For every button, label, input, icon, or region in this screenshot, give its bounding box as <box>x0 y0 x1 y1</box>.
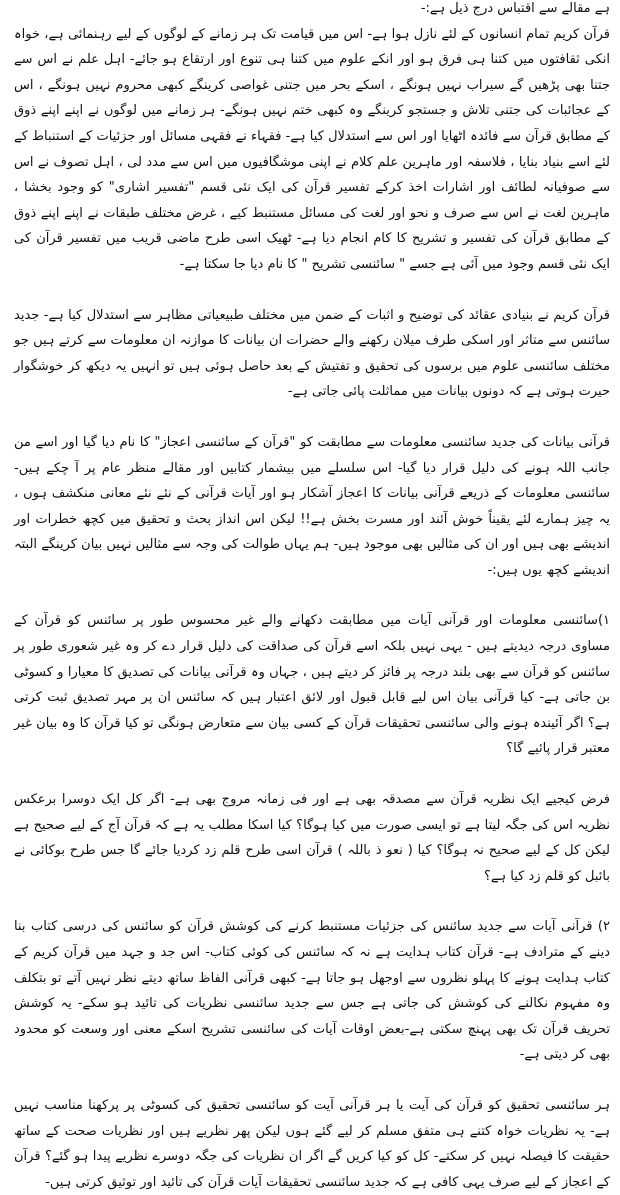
article-body <box>14 0 610 1195</box>
paragraph-concern-one: ۱)سائنسی معلومات اور قرآنی آیات میں مطابقت دکھانے والے غیر محسوس طور پر سائنس کو قرآن کے مساوی درجہ دیدیتے ہیں - یہی نہیں بلکہ اسے قرآن کی صداقت کی دلیل قرار دے کر وہ غیر شعوری طور پر سائنس کو قرآن سے بھی بلند درجہ پر فائز کر دیتے ہیں ، جہاں وہ قرآنی بیانات کی تصدیق کا معیارا و کسوٹی بن جاتی ہے- کیا قرآنی بیان اس لیے قابل قبول اور لائق اعتبار ہیں کہ سائنس ان پر مہر تصدیق ثبت کرتی ہے؟ اگر آئیندہ ہونے والی سائنسی تحقیقات قرآن کے کسی بیان سے متعارض ہونگی تو کیا قرآن کا وہ بیان غیر معتبر قرار پائیے گا؟ <box>14 613 610 757</box>
paragraph-concern-two: ۲) قرآنی آیات سے جدید سائنس کی جزئیات مستنبط کرنے کی کوشش قرآن کو سائنس کی درسی کتاب بنا دینے کے مترادف ہے- قرآن کتاب ہدایت ہے نہ کہ سائنس کی کوئی کتاب- اس جد و جہد میں قرآن کریم کے کتاب ہدایت ہونے کا پہلو نظروں سے اوجھل ہو جاتا ہے- کبھی قرآنی الفاظ ساتھ دیتے نظر نہیں آتے تو بتکلف وہ مفہوم نکالنے کی کوشش کی جاتی ہے جس سے جدید سائنسی نظریات کی تائید ہو سکے- یہ کوشش تحریف قرآن تک بھی پہنچ سکتی ہے-بعض اوقات آیات کی سائنسی تشریح اسکے معنی اور وسعت کو محدود بھی کر دیتی ہے- <box>14 919 610 1063</box>
paragraph-gap <box>14 278 610 303</box>
intro-line: ہے مقالے سے اقتباس درج ذیل ہے:- <box>420 1 610 16</box>
paragraph-quran-for-all-mankind: قرآن کریم تمام انسانوں کے لئے نازل ہوا ہے- اس میں قیامت تک ہر زمانے کے لوگوں کے لیے رہنمائی ہے، خواہ انکی ثقافتوں میں کتنا ہی فرق ہو اور انکے علوم میں کتنا ہی تنوع اور ارتقاع ہو جائے- اہل علم نے اس سے جتنا بھی پڑھیں گے سیراب نہیں ہونگے ، اسکے بحر میں جتنی غواصی کرینگے کبھی محروم نہیں ہونگے ، اس کے عجائبات کی جتنی تلاش و جستجو کرینگے وہ کبھی ختم نہیں ہونگے- ہر زمانے میں لوگوں نے اپنے اپنے ذوق کے مطابق قرآن سے فائدہ اٹھایا اور اس سے استدلال کیا ہے- فقہاء نے فقہی مسائل اور جزئیات کے استنباط کے لئے اسے بنیاد بنایا ، فلاسفہ اور ماہرین علم کلام نے اپنی موشگافیوں میں اس سے مدد لی ، اہل تصوف نے اس سے صوفیانہ لطائف اور اشارات اخذ کرکے تفسیر قرآن کی ایک نئی قسم "تفسیر اشاری" کو وجود بخشا ، ماہرین لغت نے اس سے صرف و نحو اور لغت کی مسائل مستنبط کیے ، غرض مختلف طبقات نے اپنے اپنے ذوق کے مطابق قرآن کی تفسیر و تشریح کا کام انجام دیا ہے- ٹھیک اسی طرح ماضی قریب میں تفسیر قرآن کی ایک نئی قسم وجود میں آئی ہے جسے " سائنسی تشریح " کا نام دیا جا سکتا ہے- <box>14 26 610 272</box>
paragraph-gap <box>14 405 610 430</box>
paragraph-gap <box>14 1068 610 1093</box>
paragraph-scientific-miracle: قرآنی بیانات کی جدید سائنسی معلومات سے مطابقت کو "قرآن کے سائنسی اعجاز" کا نام دیا گیا اور اسے من جانب اللہ ہونے کی دلیل قرار دیا گیا- اس سلسلے میں بیشمار کتابیں اور مقالے منظر عام پر آ چکے ہیں- سائنسی معلومات کے ذریعے قرآنی بیانات کا اعجاز آشکار ہو اور آیات قرآنی کے نئے نئے معانی منکشف ہوں ، یہ چیز ہمارے لئے یقیناً خوش آئند اور مسرت بخش ہے!! لیکن اس انداز بحث و تحقیق میں کچھ خطرات اور اندیشے بھی ہیں اور ان کی مثالیں بھی موجود ہیں- ہم یہاں طوالت کی وجہ سے مثالیں نہیں بیان کرینگے البتہ اندیشے کچھ یوں ہیں:- <box>14 434 610 578</box>
paragraph-conclusion: ہر سائنسی تحقیق کو قرآن کی آیت یا ہر قرآنی آیت کو سائنسی تحقیق کی کسوٹی پر پرکھنا مناسب نہیں ہے- یہ نظریات خواہ کتنے ہی متفق مسلم کر لیے گئے ہوں لیکن پھر نظریے ہیں اور نظریات صحت کے ساتھ حقیقت کا فیصلہ نہیں کر سکتے- کل کو کیا کریں گے اگر ان نظریات کی جگہ دوسرے نظریے پیدا ہو گئے؟ قرآن کے اعجاز کے لیے صرف یہی کافی ہے کہ جدید سائنسی تحقیقات آیات قرآن کی تائید اور توثیق کرتی ہیں- <box>14 1097 610 1190</box>
paragraph-gap <box>14 583 610 608</box>
paragraph-hypothetical-theory: فرض کیجیے ایک نظریہ قرآن سے مصدقہ بھی ہے اور فی زمانہ مروج بھی ہے- اگر کل ایک دوسرا برعکس نظریہ اس کی جگہ لیتا ہے تو ایسی صورت میں کیا ہوگا؟ کیا اسکا مطلب یہ ہے کہ قرآن آج کے لیے صحیح ہے لیکن کل کے لیے صحیح نہ ہوگا؟ کیا ( نعو ذ باللہ ) قرآن اسی طرح قلم زد کردیا جائے گا جس طرح بوکائی نے بائبل کو قلم زد کیا ہے؟ <box>14 792 610 884</box>
paragraph-gap <box>14 889 610 914</box>
paragraph-natural-phenomena: قرآن کریم نے بنیادی عقائد کی توضیح و اثبات کے ضمن میں مختلف طبیعیاتی مظاہر سے استدلال کیا ہے- جدید سائنس سے متاثر اور اسکی طرف میلان رکھنے والے حضرات ان بیانات کا موازنہ ان معلومات سے کرتے ہیں جو مختلف سائنسی علوم میں برسوں کی تحقیق و تفتیش کے بعد حاصل ہوئی ہیں تو انہیں یہ دیکھ کر خوشگوار حیرت ہوتی ہے کہ دونوں بیانات میں مماثلت پائی جاتی ہے- <box>14 307 610 400</box>
paragraph-gap <box>14 762 610 787</box>
